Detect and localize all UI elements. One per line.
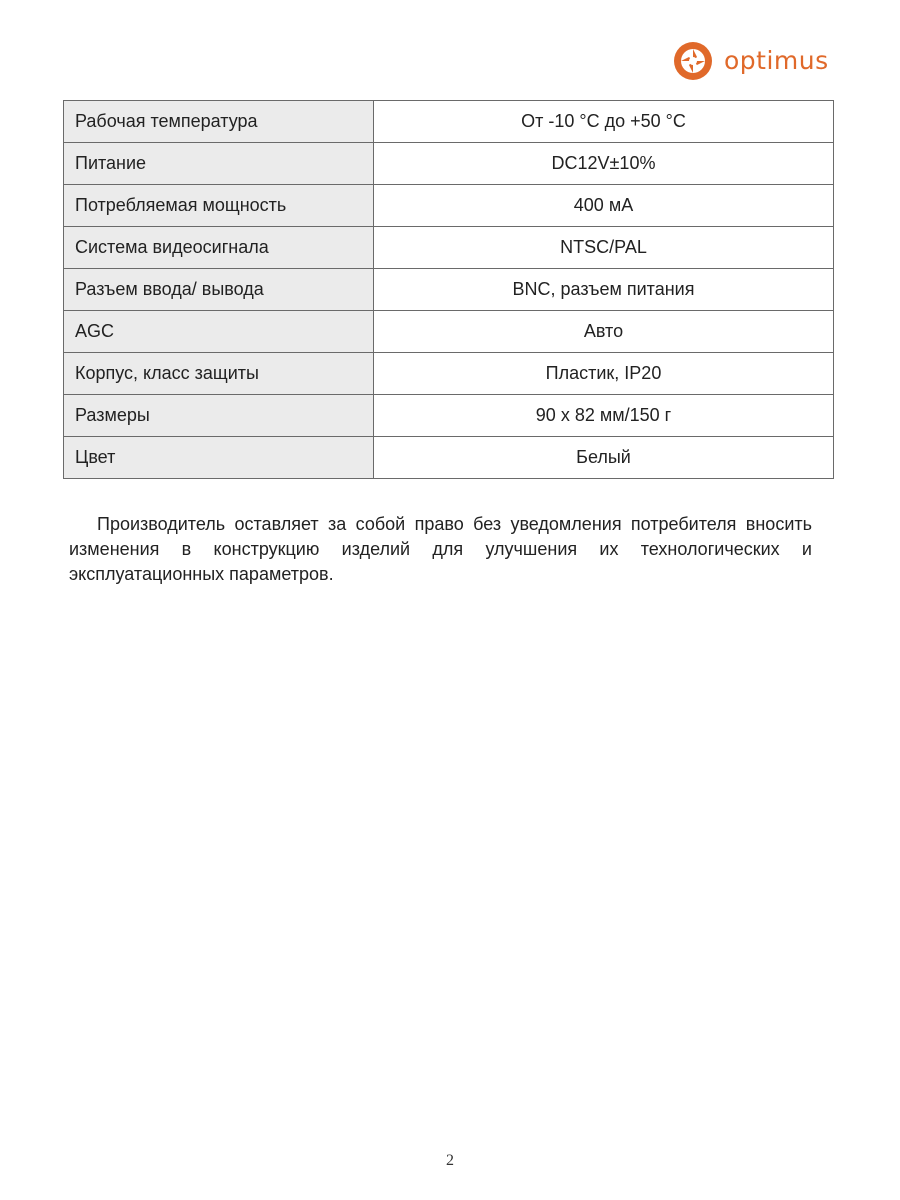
spec-param: Разъем ввода/ вывода (64, 269, 374, 311)
spec-param: Рабочая температура (64, 101, 374, 143)
spec-param: Система видеосигнала (64, 227, 374, 269)
optimus-aperture-logo-icon (672, 40, 714, 82)
table-row (64, 143, 834, 185)
spec-param: Цвет (64, 437, 374, 479)
spec-value: Белый (374, 437, 834, 479)
brand-logo (672, 40, 829, 82)
spec-value: BNC, разъем питания (374, 269, 834, 311)
table-row (64, 101, 834, 143)
spec-value: 90 х 82 мм/150 г (374, 395, 834, 437)
table-row (64, 437, 834, 479)
table-row (64, 353, 834, 395)
spec-value: Авто (374, 311, 834, 353)
spec-value: Пластик, IP20 (374, 353, 834, 395)
spec-param: Корпус, класс защиты (64, 353, 374, 395)
spec-param: Питание (64, 143, 374, 185)
spec-table (63, 100, 834, 479)
page-number: 2 (446, 1152, 454, 1169)
table-row (64, 311, 834, 353)
spec-value: DC12V±10% (374, 143, 834, 185)
spec-value: 400 мА (374, 185, 834, 227)
table-row (64, 185, 834, 227)
spec-param: Потребляемая мощность (64, 185, 374, 227)
manufacturer-note: Производитель оставляет за собой право без уведомления потребителя вносить изменения в конструкцию изделий для улучшения их технологических и эксплуатационных параметров. (69, 514, 812, 584)
table-row (64, 395, 834, 437)
spec-value: От -10 °С до +50 °С (374, 101, 834, 143)
spec-param: Размеры (64, 395, 374, 437)
spec-param: AGC (64, 311, 374, 353)
brand-name: optimus (724, 45, 829, 75)
spec-value: NTSC/PAL (374, 227, 834, 269)
table-row (64, 269, 834, 311)
table-row (64, 227, 834, 269)
